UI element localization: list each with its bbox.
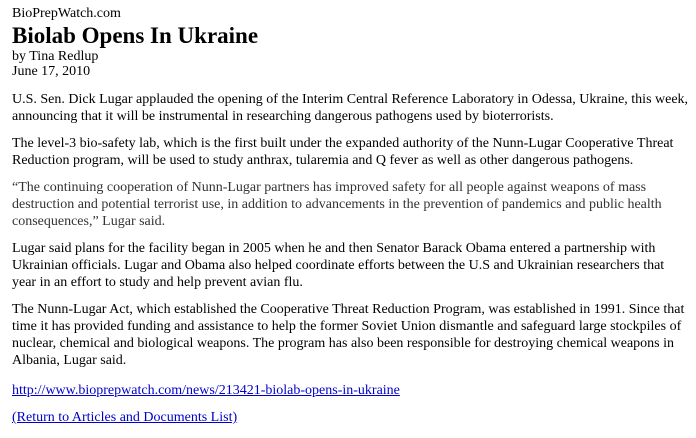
paragraph-2: The level-3 bio-safety lab, which is the first built under the expanded authority of the Nunn-Lugar Cooperative Threat Reduction program, will be used to study anthrax, tularemia and Q fever as well as other dangerous pathogens. bbox=[12, 136, 674, 168]
byline: by Tina Redlup bbox=[12, 49, 99, 64]
quote-paragraph: “The continuing cooperation of Nunn-Lugar partners has improved safety for all people against weapons of mass destruction and potential terrorist use, in addition to advancements in the prevention of pandemics and public health consequences,” Lugar said. bbox=[12, 180, 662, 229]
article-url-link[interactable]: http://www.bioprepwatch.com/news/213421-biolab-opens-in-ukraine bbox=[12, 383, 400, 398]
return-to-list-link[interactable]: (Return to Articles and Documents List) bbox=[12, 410, 238, 425]
article-title: Biolab Opens In Ukraine bbox=[12, 23, 259, 48]
return-link-row bbox=[12, 408, 690, 426]
paragraph-1: U.S. Sen. Dick Lugar applauded the opening of the Interim Central Reference Laboratory in Odessa, Ukraine, this week, announcing that it will be instrumental in researching dangerous pathogens used by bioterrorists. bbox=[12, 92, 689, 124]
paragraph-5: The Nunn-Lugar Act, which established the Cooperative Threat Reduction Program, was established in 1991. Since that time it has provided funding and assistance to help the former Soviet Union dismantle and safeguard large stockpiles of nuclear, chemical and biological weapons. The program has also been responsible for destroying chemical weapons in Albania, Lugar said. bbox=[12, 302, 685, 368]
publish-date: June 17, 2010 bbox=[12, 64, 91, 79]
article-url-row bbox=[12, 381, 690, 399]
source-name: BioPrepWatch.com bbox=[12, 6, 121, 21]
paragraph-4: Lugar said plans for the facility began in 2005 when he and then Senator Barack Obama entered a partnership with Ukrainian officials. Lugar and Obama also helped coordinate efforts between the U.S and Ukrainian researchers that year in an effort to study and help prevent avian flu. bbox=[12, 241, 665, 290]
article bbox=[12, 6, 690, 426]
